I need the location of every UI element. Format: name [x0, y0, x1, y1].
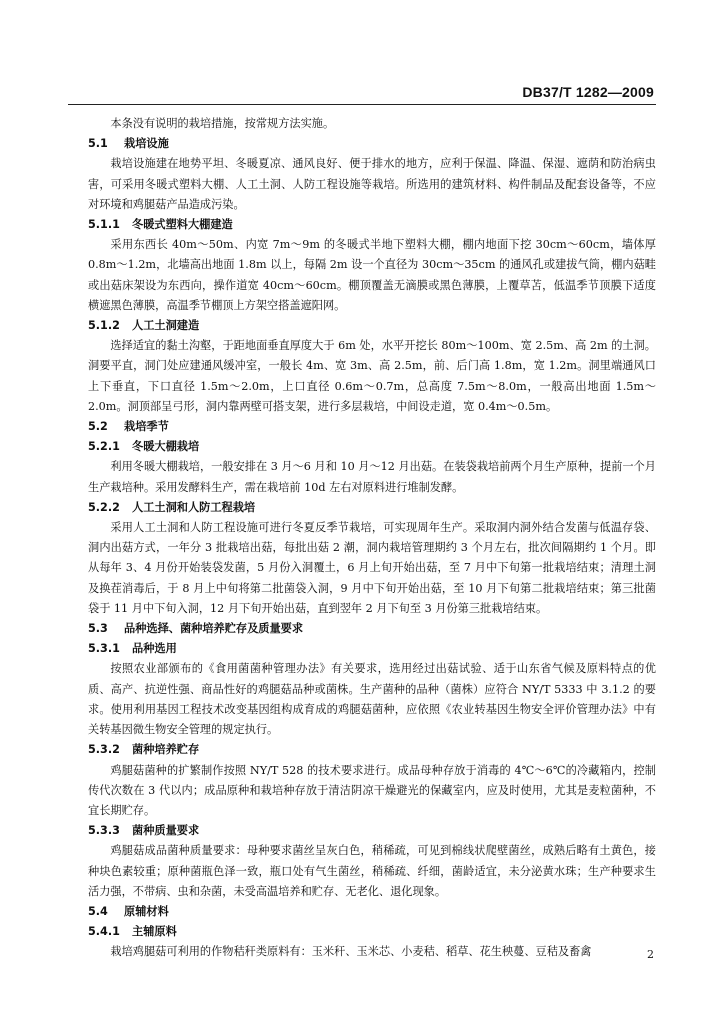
section-heading: [88, 639, 656, 659]
standard-code: DB37/T 1282—2009: [522, 84, 654, 100]
section-heading: [88, 821, 656, 841]
section-heading: [88, 922, 656, 942]
body-paragraph: 选择适宜的黏土沟壑，于距地面垂直厚度大于 6m 处，水平开挖长 80m～100m、宽 2.5m、高 2m 的土洞。洞要平直，洞门处应建通风缓冲室，一般长 4m、宽 3m、高 2.5m，前、后门高 1.8m，宽 1.2m。洞里端通风口上下垂直，下口直径 1.5m～2.0m，上口直径 0.6m～0.7m，总高度 7.5m～8.0m，一般高出地面 1.5m～2.0m。洞顶部呈弓形，洞内靠两壁可搭支架，进行多层栽培，中间设走道，宽 0.4m～0.5m。: [88, 339, 656, 413]
section-title: 品种选择、菌种培养贮存及质量要求: [124, 622, 304, 636]
body-paragraph: 栽培设施建在地势平坦、冬暖夏凉、通风良好、便于排水的地方，应利于保温、降温、保湿、遮荫和防治病虫害，可采用冬暖式塑料大棚、人工土洞、人防工程设施等栽培。所选用的建筑材料、构件制品及配套设备等，不应对环境和鸡腿菇产品造成污染。: [88, 157, 656, 211]
body-paragraph: 本条没有说明的栽培措施，按常规方法实施。: [110, 117, 335, 130]
section-number: 5.3.1: [88, 642, 120, 656]
body-paragraph: 鸡腿菇菌种的扩繁制作按照 NY/T 528 的技术要求进行。成品母种存放于消毒的 4℃～6℃的冷藏箱内，控制传代次数在 3 代以内；成品原种和栽培种存放于清洁阴凉干燥避光的保藏室内，应及时使用，尤其是麦粒菌种，不宜长期贮存。: [88, 763, 656, 817]
section-heading: [88, 215, 656, 235]
section-title: 品种选用: [132, 642, 177, 656]
section-heading: [88, 134, 656, 154]
body-paragraph: 采用东西长 40m～50m、内宽 7m～9m 的冬暖式半地下塑料大棚，棚内地面下挖 30cm～60cm，墙体厚 0.8m～1.2m，北墙高出地面 1.8m 以上，每隔 2m 设一个直径为 30cm～35cm 的通风孔或建拔气筒，棚内菇畦或出菇床架设为东西向，操作道宽 40cm～60cm。棚顶覆盖无滴膜或黑色薄膜，上覆草苫，低温季节顶膜下适度横遮黑色薄膜，高温季节棚顶上方架空搭盖遮阳网。: [88, 238, 656, 312]
section-number: 5.2: [88, 420, 108, 434]
section-heading: [88, 498, 656, 518]
section-number: 5.4.1: [88, 925, 120, 939]
section-title: 人工土洞建造: [132, 319, 200, 333]
section-heading: [88, 316, 656, 336]
section-heading: [88, 417, 656, 437]
section-title: 主辅原料: [132, 925, 177, 939]
section-title: 冬暖大棚栽培: [132, 440, 200, 454]
section-title: 菌种质量要求: [132, 824, 200, 838]
header-divider: [68, 104, 656, 105]
section-number: 5.1.2: [88, 319, 120, 333]
section-number: 5.2.1: [88, 440, 120, 454]
section-number: 5.3: [88, 622, 108, 636]
section-number: 5.3.3: [88, 824, 120, 838]
page-number: 2: [647, 948, 654, 961]
section-heading: [88, 740, 656, 760]
section-number: 5.1.1: [88, 218, 120, 232]
section-title: 菌种培养贮存: [132, 743, 200, 757]
body-paragraph: 利用冬暖大棚栽培，一般安排在 3 月～6 月和 10 月～12 月出菇。在装袋栽培前两个月生产原种，提前一个月生产栽培种。采用发酵料生产，需在栽培前 10d 左右对原料进行堆制发酵。: [88, 460, 656, 494]
section-title: 人工土洞和人防工程栽培: [132, 500, 256, 514]
section-number: 5.4: [88, 904, 108, 918]
section-title: 冬暖式塑料大棚建造: [132, 218, 233, 232]
body-paragraph: 鸡腿菇成品菌种质量要求：母种要求菌丝呈灰白色，稍稀疏，可见到棉线状爬壁菌丝，成熟后略有土黄色，接种块色素较重；原种菌瓶色泽一致，瓶口处有气生菌丝，稍稀疏、纤细，菌龄适宜，未分泌黄水珠；生产种要求生活力强，不带病、虫和杂菌，未受高温培养和贮存、无老化、退化现象。: [88, 844, 656, 898]
section-number: 5.3.2: [88, 743, 120, 757]
section-heading: [88, 902, 656, 922]
section-number: 5.2.2: [88, 500, 120, 514]
section-heading: [88, 437, 656, 457]
section-title: 原辅材料: [124, 904, 169, 918]
body-paragraph: 按照农业部颁布的《食用菌菌种管理办法》有关要求，选用经过出菇试验、适于山东省气候及原料特点的优质、高产、抗逆性强、商品性好的鸡腿菇品种或菌株。生产菌种的品种（菌株）应符合 NY/T 5333 中 3.1.2 的要求。使用利用基因工程技术改变基因组构成育成的鸡腿菇菌种，应依照《农业转基因生物安全评价管理办法》中有关转基因微生物安全管理的规定执行。: [88, 662, 656, 737]
body-paragraph: 栽培鸡腿菇可利用的作物秸秆类原料有：玉米秆、玉米芯、小麦秸、稻草、花生秧蔓、豆秸及畜禽: [110, 945, 592, 959]
body-paragraph: 采用人工土洞和人防工程设施可进行冬夏反季节栽培，可实现周年生产。采取洞内洞外结合发菌与低温存袋、洞内出菇方式，一年分 3 批栽培出菇，每批出菇 2 潮，洞内栽培管理期约 3 个月左右，批次间隔期约 1 个月。即从每年 3、4 月份开始装袋发菌，5 月份入洞覆土，6 月上旬开始出菇，至 7 月中下旬第一批栽培结束；清理土洞及换茬消毒后，于 8 月上中旬将第二批菌袋入洞，9 月中下旬开始出菇，至 10 月下旬第二批栽培结束；第三批菌袋于 11 月中下旬入洞，12 月下旬开始出菇，直到翌年 2 月下旬至 3 月份第三批栽培结束。: [88, 521, 656, 615]
section-heading: [88, 619, 656, 639]
section-number: 5.1: [88, 137, 108, 151]
section-title: 栽培季节: [124, 420, 169, 434]
document-body: [88, 114, 656, 963]
section-title: 栽培设施: [124, 137, 169, 151]
